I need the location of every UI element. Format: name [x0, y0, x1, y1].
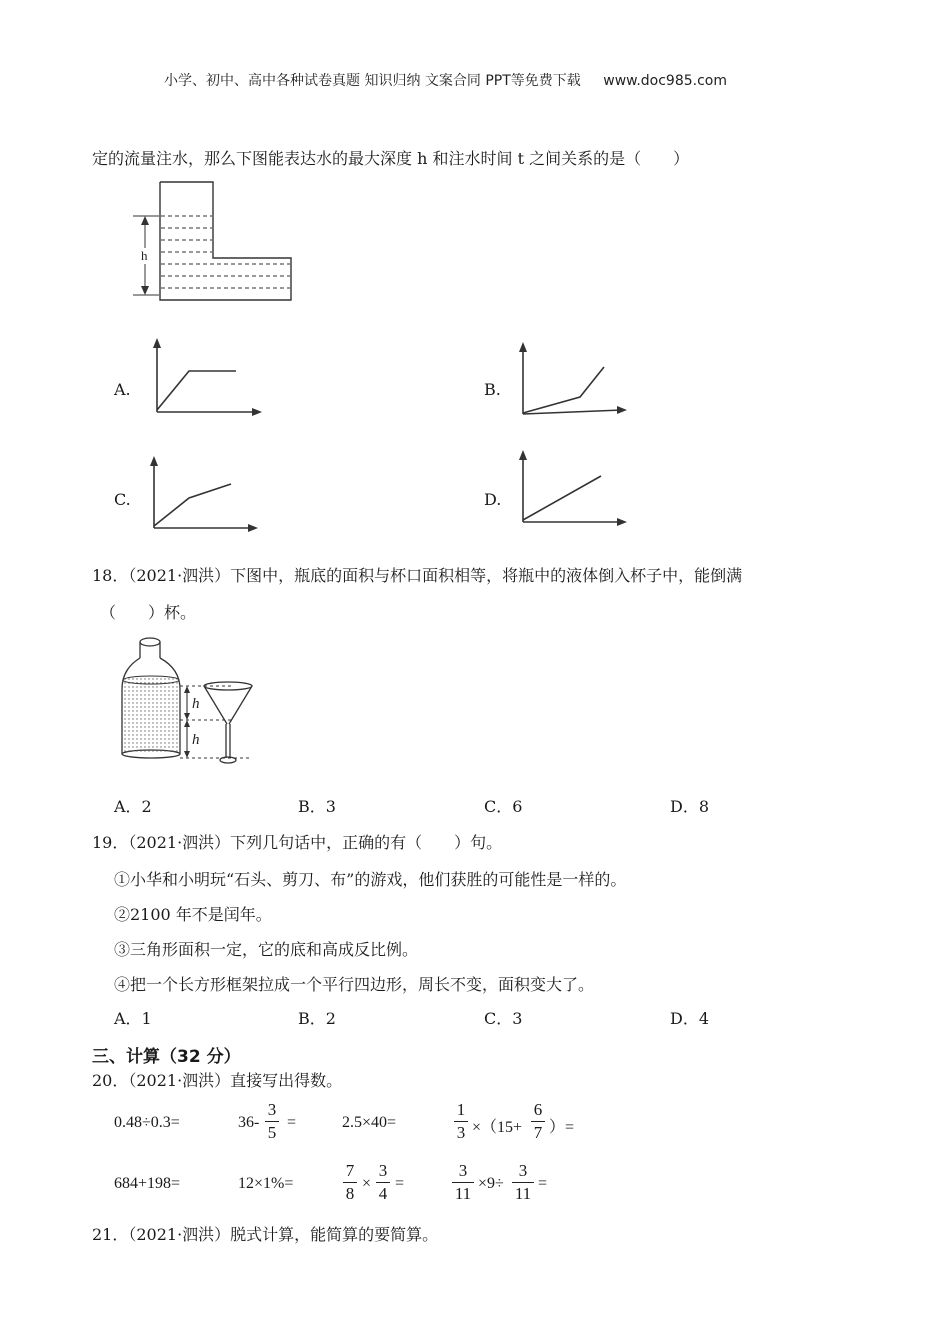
- q18-option-a[interactable]: A．2: [114, 797, 152, 816]
- q20-r1-expr-4-post: ）=: [549, 1119, 575, 1136]
- q19-option-a[interactable]: A．1: [114, 1009, 152, 1028]
- q17-graph-a: [148, 338, 263, 420]
- q17-option-c[interactable]: C.: [114, 490, 131, 509]
- header-text: 小学、初中、高中各种试卷真题 知识归纳 文案合同 PPT等免费下载: [164, 73, 581, 89]
- q19-option-c[interactable]: C．3: [484, 1009, 523, 1028]
- q20-stem: 20．（2021·泗洪）直接写出得数。: [92, 1071, 343, 1090]
- numerator: 6: [533, 1100, 543, 1119]
- q18-option-b[interactable]: B．3: [298, 797, 336, 816]
- denominator: 7: [533, 1123, 543, 1142]
- q18-bottle-cup-figure: [112, 634, 272, 768]
- q20-r2-expr-3-post: =: [395, 1175, 405, 1192]
- q18-option-d[interactable]: D．8: [670, 797, 710, 816]
- numerator: 3: [518, 1161, 528, 1180]
- q21-stem: 21．（2021·泗洪）脱式计算，能简算的要简算。: [92, 1225, 439, 1244]
- q19-option-d[interactable]: D．4: [670, 1009, 710, 1028]
- denominator: 11: [454, 1184, 472, 1203]
- q20-r1-fraction-6-7: [531, 1100, 545, 1143]
- denominator: 3: [456, 1123, 466, 1142]
- q18-stem-line1: 18．（2021·泗洪）下图中，瓶底的面积与杯口面积相等，将瓶中的液体倒入杯子中，能倒满: [92, 566, 743, 585]
- q20-r2-expr-3-op: ×: [362, 1175, 372, 1192]
- q19-option-b[interactable]: B．2: [298, 1009, 336, 1028]
- q17-h-label: h: [141, 248, 148, 263]
- numerator: 1: [456, 1100, 466, 1119]
- q18-option-c[interactable]: C．6: [484, 797, 523, 816]
- q20-r1-expr-1: 0.48÷0.3=: [114, 1114, 180, 1131]
- q20-r1-fraction-3-5: [265, 1100, 279, 1143]
- q20-r1-expr-2-post: =: [287, 1114, 297, 1131]
- q20-r2-fraction-3-11-a: [452, 1161, 474, 1204]
- q20-r2-fraction-7-8: [343, 1161, 357, 1204]
- numerator: 7: [345, 1161, 355, 1180]
- q18-stem-line2: （ ）杯。: [100, 603, 197, 622]
- q20-r1-expr-2-pre: 36-: [238, 1114, 260, 1131]
- q17-graph-d: [514, 450, 629, 528]
- denominator: 11: [514, 1184, 532, 1203]
- q19-statement-1: ①小华和小明玩“石头、剪刀、布”的游戏，他们获胜的可能性是一样的。: [114, 870, 627, 889]
- section-3-title: 三、计算（32 分）: [92, 1047, 241, 1067]
- q20-r2-expr-4-mid: ×9÷: [478, 1175, 504, 1192]
- numerator: 3: [458, 1161, 468, 1180]
- header-site-link[interactable]: www.doc985.com: [603, 73, 727, 89]
- q19-stem: 19．（2021·泗洪）下列几句话中，正确的有（ ）句。: [92, 833, 503, 852]
- q17-graph-c: [145, 456, 260, 534]
- q20-r2-fraction-3-4: [376, 1161, 390, 1204]
- q20-r2-fraction-3-11-b: [512, 1161, 534, 1204]
- q18-h-label-2: h: [192, 732, 200, 748]
- q19-statement-2: ②2100 年不是闰年。: [114, 905, 272, 924]
- q20-r1-expr-4-mid: ×（15+: [472, 1119, 523, 1136]
- denominator: 4: [378, 1184, 388, 1203]
- q20-r2-expr-1: 684+198=: [114, 1175, 181, 1192]
- q20-r2-expr-4-post: =: [538, 1175, 548, 1192]
- header-banner: [164, 70, 727, 90]
- q20-r1-expr-3: 2.5×40=: [342, 1114, 397, 1131]
- q17-option-a[interactable]: A.: [114, 380, 131, 399]
- q17-option-b[interactable]: B.: [484, 380, 501, 399]
- q17-stem: 定的流量注水，那么下图能表达水的最大深度 h 和注水时间 t 之间关系的是（ ）: [92, 149, 690, 168]
- q17-container-figure: [125, 178, 300, 303]
- q18-h-label-1: h: [192, 696, 200, 712]
- denominator: 8: [345, 1184, 355, 1203]
- q17-graph-b: [514, 342, 629, 420]
- q17-option-d[interactable]: D.: [484, 490, 502, 509]
- q19-statement-3: ③三角形面积一定，它的底和高成反比例。: [114, 940, 419, 959]
- q20-r1-fraction-1-3: [454, 1100, 468, 1143]
- numerator: 3: [378, 1161, 388, 1180]
- q19-statement-4: ④把一个长方形框架拉成一个平行四边形，周长不变，面积变大了。: [114, 975, 595, 994]
- denominator: 5: [267, 1123, 277, 1142]
- numerator: 3: [267, 1100, 277, 1119]
- q20-r2-expr-2: 12×1%=: [238, 1175, 294, 1192]
